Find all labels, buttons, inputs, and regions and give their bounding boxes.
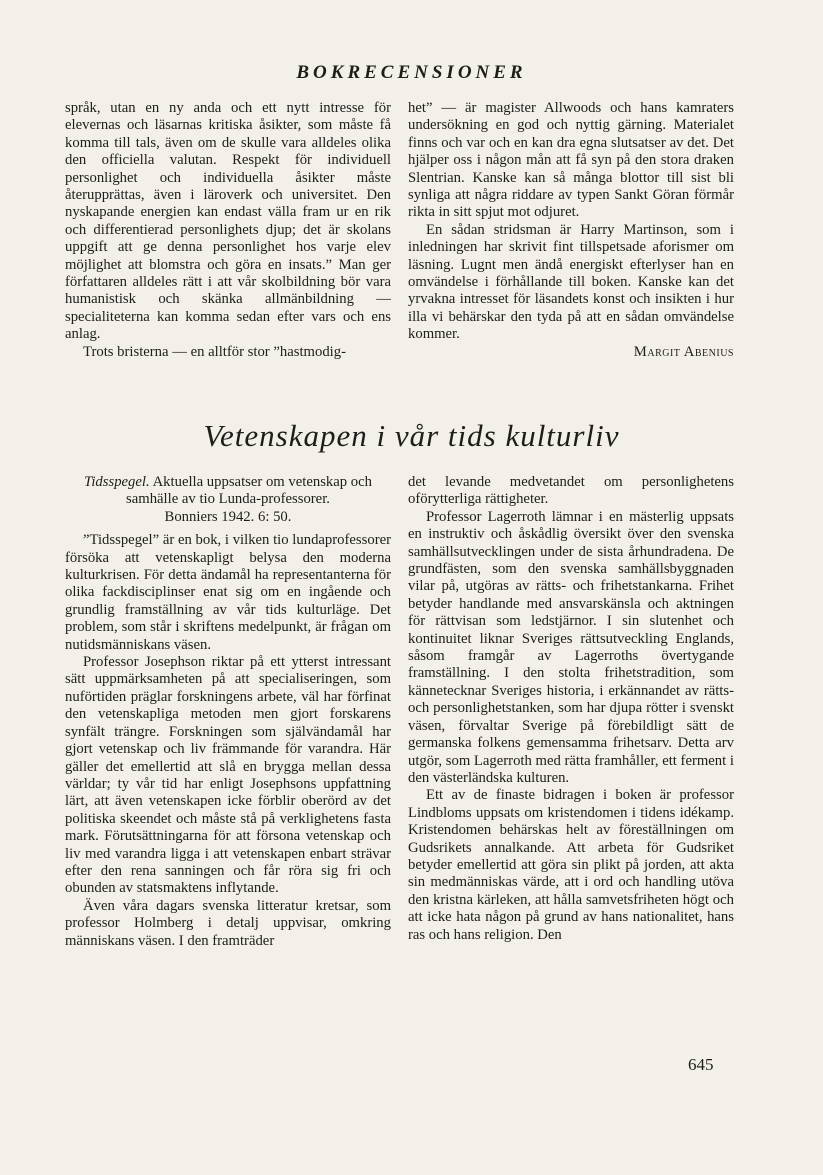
body-paragraph: het” — är magister Allwoods och hans kamraters undersökning en god och nyttig gärning. Materialet finns och var och en kan dra egna slutsatser av det. Det hjälper oss i någon mån att få syn på den stora draken Slentrian. Kanske kan så många blottor till sist bli synliga att några riddare av typen Sankt Göran förmår rikta in sitt spjut mot odjuret.: [408, 100, 734, 221]
body-paragraph: Ett av de finaste bidragen i boken är professor Lindbloms uppsats om kristendomen i tidens idékamp. Kristendomen behärskas helt av föreställningen om Gudsrikets annalkande. Att arbeta för Gudsriket betyder emellertid att göra sin plikt på jorden, att akta sin medmänniskas värde, att i ord och handling utöva den kristna kärleken, att hålla samvetsfriheten högt och att icke hata någon på grund av hans nationalitet, hans ras och hans religion. Den: [408, 787, 734, 943]
body-paragraph: Professor Lagerroth lämnar i en mästerlig uppsats en instruktiv och åskådlig översikt över den svenska samhällsutvecklingen under de sista århundradena. De grundfästen, som den svenska samhällsbyggnaden vilar på, utgöras av rätts- och frihetstankarna. Frihet betyder handlande med ansvarskänsla och aktningen för rättvisan som ledstjärnor. I sin slutenhet och kontinuitet liknar Sveriges rättsutveckling Englands, såsom framgår av Lagerroths övertygande framställning. I den stolta frihetstradition, som kännetecknar Sveriges historia, i erkännandet av rätts- och personlighetstanken, som har djupa rötter i svenskt väsen, förvaltar Sverige på förebildligt sätt de germanska folkens gemensamma frihetsarv. Detta arv utgör, som Lagerroth med rätta framhåller, ett ferment i den västerländska kulturen.: [408, 508, 734, 786]
book-reference: [65, 474, 391, 526]
article-title: Vetenskapen i vår tids kulturliv: [203, 418, 620, 453]
book-subtitle: Aktuella uppsatser om vetenskap och samhälle av tio Lunda-professorer.: [126, 474, 373, 508]
review-left-column: [65, 100, 391, 361]
article-right-column: [408, 474, 734, 944]
running-header: BOKRECENSIONER: [296, 62, 527, 83]
article-left-column: [65, 474, 391, 950]
body-paragraph: Trots bristerna — en alltför stor ”hastmodig-: [83, 343, 346, 360]
book-title: Tidsspegel.: [83, 474, 150, 490]
body-paragraph: det levande medvetandet om personlighetens oförytterliga rättigheter.: [408, 474, 734, 508]
body-paragraph: språk, utan en ny anda och ett nytt intresse för elevernas och läsarnas kritiska åsikter, som måste få komma till tals, även om de skulle vara alldeles olika den officiella valutan. Respekt för individuell personlighet och individuella åsikter måste återupprättas, även i läroverk och universitet. Den nyskapande energien kan endast välla fram ur en rik och differentierad personlighets djup; det är skolans uppgift att ge denna personlighet hos varje elev möjlighet att blomstra och göra en insats.” Man ger författaren alldeles rätt i att vår skolbildning bör vara humanistisk och skänka allmänbildning — specialiteterna kan komma sedan efter vars och ens anlag.: [65, 100, 391, 343]
body-paragraph: Även våra dagars svenska litteratur kretsar, som professor Holmberg i detalj uppvisar, omkring människans väsen. I den framträder: [65, 897, 391, 949]
book-publisher: Bonniers 1942. 6: 50.: [164, 508, 292, 525]
review-right-column: [408, 100, 734, 361]
page-number: 645: [688, 1055, 714, 1074]
body-paragraph: Professor Josephson riktar på ett ytterst intressant sätt uppmärksamheten på att specialiseringen, som nuförtiden präglar forskningens arbete, väl har förfinat den vetenskapliga metoden men gjort forskarens synfält trängre. Forskningen som självändamål har gjort vetenskap och liv främmande för varandra. Här gäller det emellertid att slå en brygga mellan dessa världar; ty vår tid har enligt Josephsons uppfattning lärt, att även vetenskapen icke förblir oberörd av det politiska skeendet och måste stå på verklighetens fasta mark. Förutsättningarna för att försona vetenskap och liv med varandra ligga i att vetenskapen enbart strävar efter den rena sanningen och får röra sig fri och obunden av statsmaktens inflytande.: [65, 654, 391, 897]
reviewer-signature: Margit Abenius: [633, 343, 734, 360]
body-paragraph: En sådan stridsman är Harry Martinson, som i inledningen har skrivit fint tillspetsade aforismer om läsning. Lugnt men ändå energiskt efterlyser han en omvändelse i förhållande till boken. Kanske kan det yrvakna intresset för läsandets konst och insikten i hur illa vi behärskar den tyda på att en sådan omvändelse kommer.: [408, 221, 734, 343]
body-paragraph: ”Tidsspegel” är en bok, i vilken tio lundaprofessorer försöka att vetenskapligt belysa den moderna kulturkrisen. För detta ändamål ha representanterna för olika fackdisciplinser enat sig om en ingående och grundlig framställning av vår tids kulturläge. Det problem, som står i skriftens medelpunkt, är frågan om nutidsmänniskans väsen.: [65, 532, 391, 653]
